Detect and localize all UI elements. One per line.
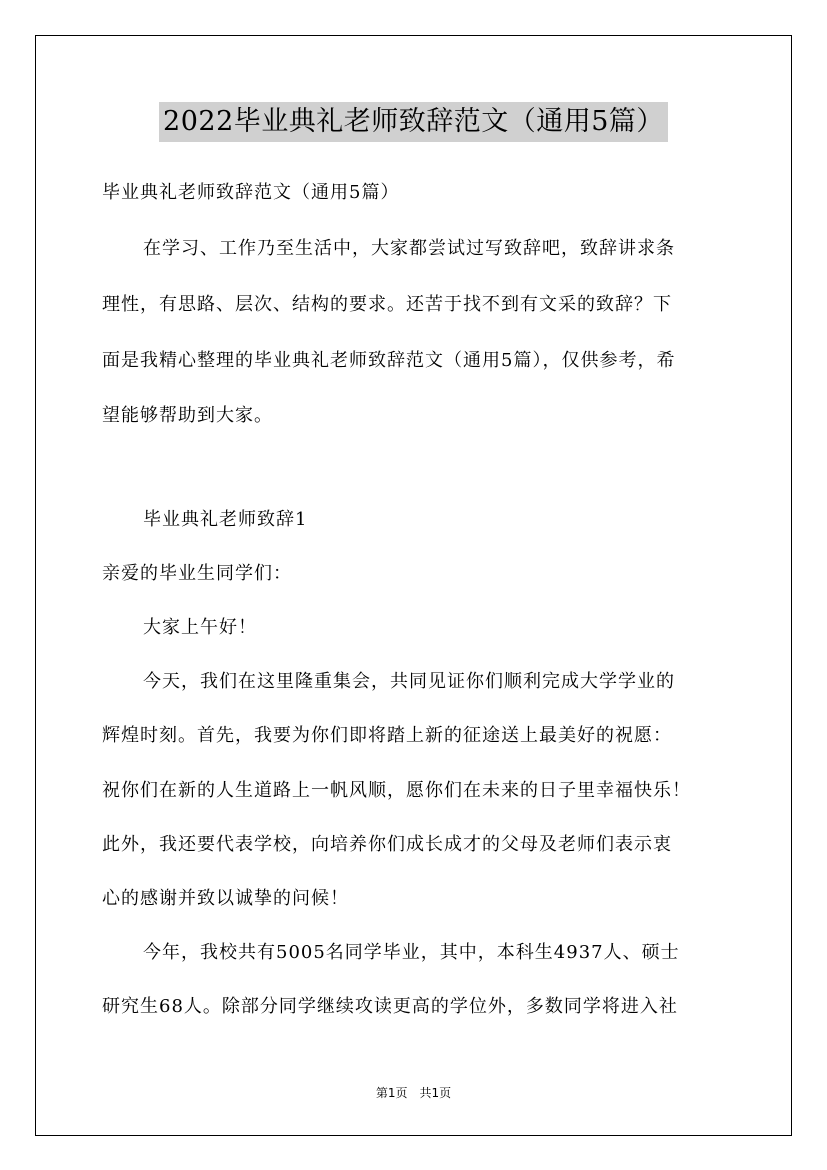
- paragraph-line: 今年，我校共有5005名同学毕业，其中，本科生4937人、硕士: [143, 942, 680, 963]
- paragraph-line: 研究生68人。除部分同学继续攻读更高的学位外，多数同学将进入社: [102, 996, 678, 1017]
- paragraph-line: 辉煌时刻。首先，我要为你们即将踏上新的征途送上最美好的祝愿：: [102, 725, 672, 746]
- intro-line: 望能够帮助到大家。: [102, 405, 273, 426]
- paragraph-line: 此外，我还要代表学校，向培养你们成长成才的父母及老师们表示衷: [102, 834, 672, 855]
- document-subtitle: 毕业典礼老师致辞范文（通用5篇）: [102, 182, 400, 203]
- greeting: 大家上午好！: [143, 617, 257, 638]
- intro-line: 面是我精心整理的毕业典礼老师致辞范文（通用5篇），仅供参考，希: [102, 350, 676, 371]
- intro-line: 在学习、工作乃至生活中，大家都尝试过写致辞吧，致辞讲求条: [143, 238, 675, 259]
- intro-line: 理性，有思路、层次、结构的要求。还苦于找不到有文采的致辞？下: [102, 294, 672, 315]
- salutation: 亲爱的毕业生同学们：: [102, 563, 292, 584]
- title-container: [0, 102, 827, 142]
- paragraph-line: 今天，我们在这里隆重集会，共同见证你们顺利完成大学学业的: [143, 671, 675, 692]
- paragraph-line: 心的感谢并致以诚挚的问候！: [102, 888, 349, 909]
- document-title: 2022毕业典礼老师致辞范文（通用5篇）: [159, 102, 668, 142]
- page-number: 第1页 共1页: [375, 1086, 452, 1100]
- section-heading: 毕业典礼老师致辞1: [143, 509, 308, 530]
- paragraph-line: 祝你们在新的人生道路上一帆风顺，愿你们在未来的日子里幸福快乐！: [102, 780, 691, 801]
